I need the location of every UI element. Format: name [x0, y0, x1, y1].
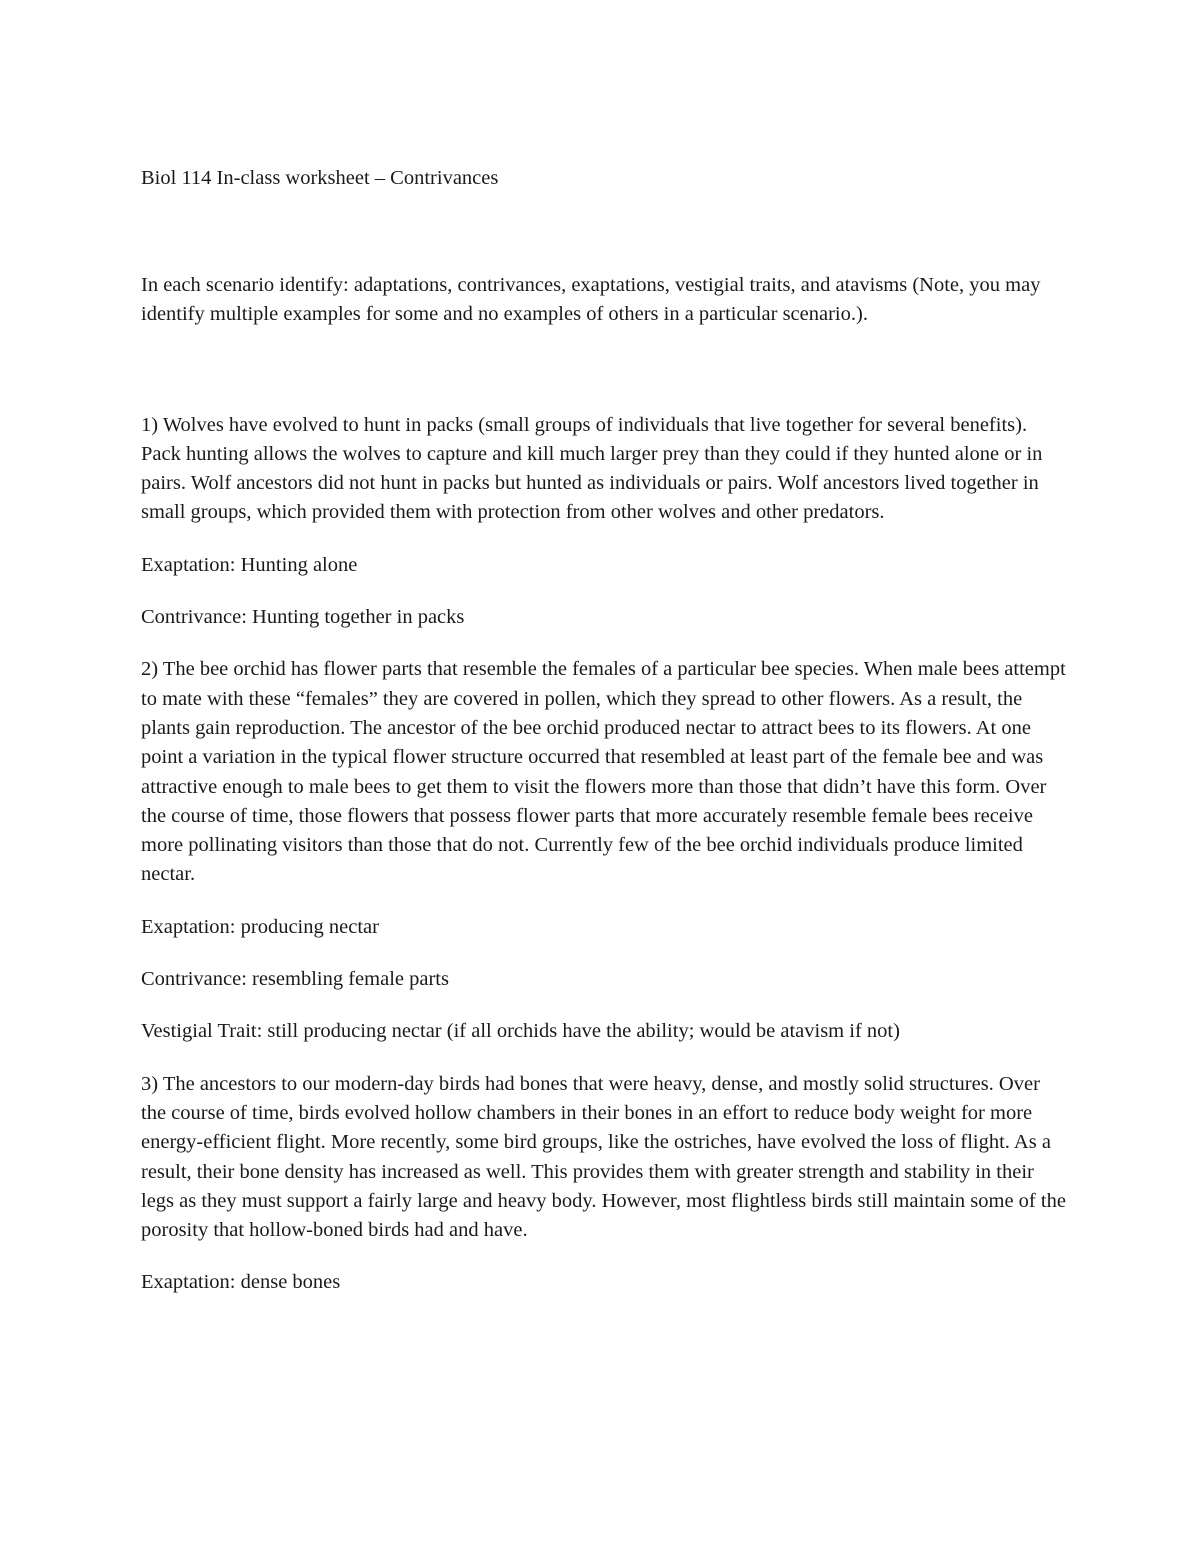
- scenario-2-answer-contrivance: Contrivance: resembling female parts: [141, 968, 449, 991]
- scenario-2-answer-vestigial-trait: Vestigial Trait: still producing nectar (if all orchids have the ability; would be atavism if not): [141, 1020, 900, 1043]
- worksheet-title: Biol 114 In-class worksheet – Contrivances: [141, 167, 499, 189]
- instructions-paragraph: In each scenario identify: adaptations, contrivances, exaptations, vestigial traits, and atavisms (Note, you may identify multiple examples for some and no examples of others in a particular scenario.).: [141, 274, 1041, 326]
- scenario-2-answer-exaptation: Exaptation: producing nectar: [141, 915, 379, 938]
- scenario-3: [141, 1070, 1066, 1298]
- scenario-2: [141, 655, 1066, 1046]
- scenario-3-text: 3) The ancestors to our modern-day birds had bones that were heavy, dense, and mostly solid structures. Over the course of time, birds evolved hollow chambers in their bones in an effort to reduce body weight for more energy-efficient flight. More recently, some bird groups, like the ostriches, have evolved the loss of flight. As a result, their bone density has increased as well. This provides them with greater strength and stability in their legs as they must support a fairly large and heavy body. However, most flightless birds still maintain some of the porosity that hollow-boned birds had and have.: [141, 1072, 1066, 1242]
- scenario-1-answer-contrivance: Contrivance: Hunting together in packs: [141, 606, 465, 629]
- scenario-2-text: 2) The bee orchid has flower parts that resemble the females of a particular bee species. When male bees attempt to mate with these “females” they are covered in pollen, which they spread to other flowers. As a result, the plants gain reproduction. The ancestor of the bee orchid produced nectar to attract bees to its flowers. At one point a variation in the typical flower structure occurred that resembled at least part of the female bee and was attractive enough to male bees to get them to visit the flowers more than those that didn’t have this form. Over the course of time, those flowers that possess flower parts that more accurately resemble female bees receive more pollinating visitors than those that do not. Currently few of the bee orchid individuals produce limited nectar.: [141, 658, 1066, 886]
- scenario-3-answer-exaptation: Exaptation: dense bones: [141, 1271, 341, 1294]
- scenario-1-text: 1) Wolves have evolved to hunt in packs (small groups of individuals that live together for several benefits). Pack hunting allows the wolves to capture and kill much larger prey than they could if they hunted alone or in pairs. Wolf ancestors did not hunt in packs but hunted as individuals or pairs. Wolf ancestors lived together in small groups, which provided them with protection from other wolves and other predators.: [141, 413, 1043, 524]
- scenario-1-answer-exaptation: Exaptation: Hunting alone: [141, 553, 358, 576]
- worksheet-page: [141, 164, 1066, 1298]
- scenario-1: [141, 411, 1066, 633]
